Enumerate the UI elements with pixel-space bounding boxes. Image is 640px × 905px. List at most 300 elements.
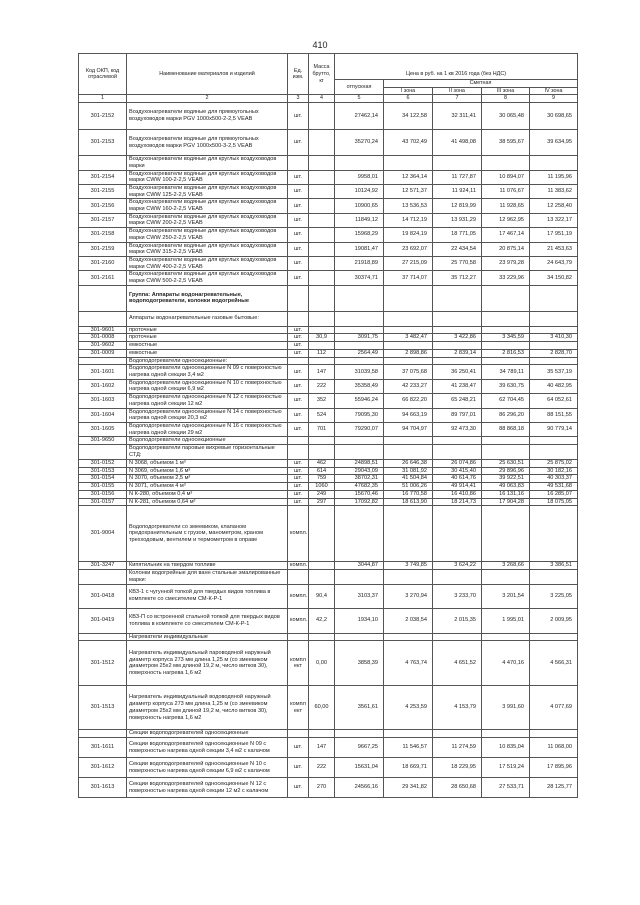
table-row (79, 349, 578, 357)
row-mass: 147 (309, 365, 335, 379)
row-name: КВЗ-1 с чугунной топкой для твердых видов топлива в комплекте со смесителем СМ-К-Р-1 (127, 584, 288, 608)
table-row (79, 490, 578, 498)
row-zone-2-price: 3 624,22 (433, 562, 482, 570)
row-zone-4-price: 30 182,16 (530, 467, 578, 475)
row-mass (309, 570, 335, 584)
table-row (79, 475, 578, 483)
row-mass (309, 156, 335, 170)
row-zone-3-price: 17 904,28 (482, 498, 530, 506)
table-header (79, 54, 578, 103)
row-mass: 42,2 (309, 608, 335, 633)
row-code: 301-2154 (79, 170, 127, 184)
row-mass (309, 326, 335, 334)
row-code (79, 311, 127, 326)
row-name: Водоподогреватели односекционные (127, 437, 288, 445)
row-unit: шт. (288, 271, 309, 285)
row-release-price: 2564,49 (335, 349, 384, 357)
row-zone-3-price: 17 467,14 (482, 228, 530, 242)
table-row (79, 156, 578, 170)
row-mass (309, 103, 335, 130)
row-zone-1-price: 18 669,71 (384, 758, 433, 778)
row-code: 301-1611 (79, 738, 127, 758)
row-name: Водоподогреватели со змеевиком, клапаном предохранительным с грузом, манометром, краном трехходовым, вентилем и термометром в оправе (127, 506, 288, 562)
row-zone-1-price (384, 570, 433, 584)
row-zone-1-price (384, 445, 433, 460)
table-row (79, 584, 578, 608)
row-zone-3-price: 3 991,60 (482, 686, 530, 730)
row-zone-4-price: 64 052,61 (530, 394, 578, 408)
row-zone-4-price: 3 386,51 (530, 562, 578, 570)
row-zone-3-price: 25 630,51 (482, 460, 530, 468)
row-zone-4-price: 49 531,68 (530, 483, 578, 491)
row-zone-3-price: 29 896,96 (482, 467, 530, 475)
row-unit: компл. (288, 608, 309, 633)
row-zone-1-price: 37 714,07 (384, 271, 433, 285)
row-unit: шт. (288, 498, 309, 506)
row-unit: шт. (288, 334, 309, 342)
row-zone-4-price (530, 326, 578, 334)
row-release-price: 24566,16 (335, 778, 384, 798)
row-code: 301-1513 (79, 686, 127, 730)
row-unit: шт. (288, 394, 309, 408)
row-zone-4-price: 16 285,07 (530, 490, 578, 498)
row-zone-3-price: 39 922,51 (482, 475, 530, 483)
row-release-price: 30374,71 (335, 271, 384, 285)
row-mass: 222 (309, 758, 335, 778)
row-zone-2-price: 12 819,99 (433, 199, 482, 213)
row-zone-4-price (530, 570, 578, 584)
column-number: 9 (530, 95, 578, 103)
row-unit: шт. (288, 256, 309, 270)
row-mass: 147 (309, 738, 335, 758)
row-zone-3-price (482, 633, 530, 641)
row-release-price: 29043,09 (335, 467, 384, 475)
table-row (79, 334, 578, 342)
row-zone-4-price: 3 225,05 (530, 584, 578, 608)
row-zone-2-price: 65 248,21 (433, 394, 482, 408)
row-release-price: 3044,87 (335, 562, 384, 570)
row-code: 301-0157 (79, 498, 127, 506)
row-zone-3-price: 27 533,71 (482, 778, 530, 798)
row-code: 301-1601 (79, 365, 127, 379)
row-mass: 614 (309, 467, 335, 475)
row-unit (288, 437, 309, 445)
row-zone-1-price: 34 122,58 (384, 103, 433, 130)
row-release-price: 11849,12 (335, 213, 384, 227)
header-unit: Ед. изм. (288, 54, 309, 95)
header-name: Наименование материалов и изделий (127, 54, 288, 95)
table-row (79, 199, 578, 213)
row-zone-4-price (530, 633, 578, 641)
row-zone-1-price: 12 571,37 (384, 184, 433, 198)
row-release-price (335, 357, 384, 365)
row-zone-1-price: 27 215,09 (384, 256, 433, 270)
table-row (79, 730, 578, 738)
row-unit: шт. (288, 184, 309, 198)
row-code (79, 285, 127, 311)
row-mass: 759 (309, 475, 335, 483)
row-zone-1-price (384, 326, 433, 334)
row-unit (288, 311, 309, 326)
row-name: проточные (127, 326, 288, 334)
row-zone-2-price: 89 797,01 (433, 408, 482, 422)
row-unit (288, 570, 309, 584)
row-code: 301-2157 (79, 213, 127, 227)
row-zone-1-price: 37 075,68 (384, 365, 433, 379)
row-unit: шт. (288, 199, 309, 213)
row-zone-2-price (433, 156, 482, 170)
row-name: N К-281, объемом 0,64 м³ (127, 498, 288, 506)
table-row (79, 311, 578, 326)
row-code (79, 730, 127, 738)
table-row (79, 394, 578, 408)
row-name: КВЗ-П со встроенной стальной топкой для твердых видов топлива в комплекте со смесителем СМ-К-Р-1 (127, 608, 288, 633)
row-zone-1-price: 18 613,90 (384, 498, 433, 506)
row-zone-4-price (530, 437, 578, 445)
row-zone-4-price (530, 342, 578, 350)
row-name: емкостные (127, 342, 288, 350)
row-release-price: 27462,14 (335, 103, 384, 130)
table-row (79, 130, 578, 156)
row-name: Секции водоподогревателей односекционные N 12 с поверхностью нагрева одной секции 12 м2 с калачом (127, 778, 288, 798)
row-mass (309, 271, 335, 285)
row-name: емкостные (127, 349, 288, 357)
row-zone-1-price: 12 364,14 (384, 170, 433, 184)
row-zone-2-price: 25 770,58 (433, 256, 482, 270)
row-zone-1-price: 26 646,38 (384, 460, 433, 468)
row-zone-1-price: 41 504,84 (384, 475, 433, 483)
row-zone-1-price (384, 311, 433, 326)
row-code: 301-0156 (79, 490, 127, 498)
row-unit (288, 633, 309, 641)
row-code: 301-0419 (79, 608, 127, 633)
row-zone-3-price: 23 979,28 (482, 256, 530, 270)
table-row (79, 562, 578, 570)
row-zone-2-price: 32 311,41 (433, 103, 482, 130)
page-number: 410 (312, 40, 328, 50)
row-zone-2-price: 18 771,05 (433, 228, 482, 242)
row-name: Воздухонагреватели водяные для круглых воздуховодов марки (127, 156, 288, 170)
row-zone-2-price: 49 914,41 (433, 483, 482, 491)
row-zone-2-price: 18 229,95 (433, 758, 482, 778)
row-mass (309, 562, 335, 570)
row-mass (309, 242, 335, 256)
row-zone-3-price: 86 296,20 (482, 408, 530, 422)
row-code: 301-9650 (79, 437, 127, 445)
row-zone-1-price: 23 692,07 (384, 242, 433, 256)
row-mass: 0,00 (309, 641, 335, 686)
row-zone-2-price: 2 839,14 (433, 349, 482, 357)
row-unit (288, 156, 309, 170)
row-code: 301-2158 (79, 228, 127, 242)
row-zone-3-price: 33 229,96 (482, 271, 530, 285)
row-zone-3-price: 16 131,16 (482, 490, 530, 498)
row-unit: шт. (288, 490, 309, 498)
row-zone-3-price: 12 962,95 (482, 213, 530, 227)
row-zone-4-price: 28 125,77 (530, 778, 578, 798)
row-zone-2-price: 41 238,47 (433, 379, 482, 393)
row-unit: компл ект (288, 686, 309, 730)
row-unit: шт. (288, 408, 309, 422)
table-row (79, 184, 578, 198)
row-zone-4-price (530, 357, 578, 365)
table-row (79, 758, 578, 778)
column-number: 3 (288, 95, 309, 103)
row-zone-2-price: 40 614,76 (433, 475, 482, 483)
row-release-price: 24898,51 (335, 460, 384, 468)
row-zone-1-price (384, 357, 433, 365)
row-unit: шт. (288, 475, 309, 483)
row-name: Водоподогреватели односекционные N 10 с поверхностью нагрева одной секции 6,9 м2 (127, 379, 288, 393)
row-zone-3-price (482, 326, 530, 334)
row-name: Секции водоподогревателей односекционные N 10 с поверхностью нагрева одной секции 6,9 м2 с калачом (127, 758, 288, 778)
row-zone-3-price (482, 570, 530, 584)
row-code: 301-2159 (79, 242, 127, 256)
column-number: 5 (335, 95, 384, 103)
row-zone-3-price: 11 076,67 (482, 184, 530, 198)
row-zone-4-price (530, 311, 578, 326)
table-row (79, 506, 578, 562)
row-release-price (335, 437, 384, 445)
row-code: 301-9602 (79, 342, 127, 350)
row-release-price (335, 311, 384, 326)
row-code: 301-0418 (79, 584, 127, 608)
row-mass: 462 (309, 460, 335, 468)
row-release-price: 47682,35 (335, 483, 384, 491)
row-zone-3-price: 3 268,66 (482, 562, 530, 570)
column-number: 2 (127, 95, 288, 103)
row-unit: шт. (288, 778, 309, 798)
row-zone-4-price (530, 506, 578, 562)
row-name: Водоподогреватели односекционные: (127, 357, 288, 365)
row-unit: шт. (288, 738, 309, 758)
row-zone-1-price (384, 156, 433, 170)
table-row (79, 633, 578, 641)
header-price-spacer (335, 54, 578, 71)
row-zone-2-price (433, 633, 482, 641)
row-unit: шт. (288, 103, 309, 130)
row-zone-3-price: 49 063,83 (482, 483, 530, 491)
row-mass (309, 506, 335, 562)
row-code: 301-1612 (79, 758, 127, 778)
row-mass (309, 184, 335, 198)
row-name: Водоподогреватели односекционные N 14 с поверхностью нагрева одной секции 20,3 м2 (127, 408, 288, 422)
row-unit: шт. (288, 422, 309, 436)
row-release-price: 79290,07 (335, 422, 384, 436)
row-mass: 30,9 (309, 334, 335, 342)
row-mass (309, 130, 335, 156)
row-zone-2-price (433, 445, 482, 460)
row-name: Воздухонагреватели водяные для круглых воздуховодов марки CWW 125-2-2,5 VEAB (127, 184, 288, 198)
row-release-price (335, 326, 384, 334)
column-number: 4 (309, 95, 335, 103)
row-unit: шт. (288, 758, 309, 778)
row-code: 301-2153 (79, 130, 127, 156)
row-code: 301-0152 (79, 460, 127, 468)
row-zone-2-price: 36 250,41 (433, 365, 482, 379)
row-name: Воздухонагреватели водяные для прямоугольных воздуховодов марки PGV 1000x500-3-2,5 VEAB (127, 130, 288, 156)
row-zone-1-price: 94 663,19 (384, 408, 433, 422)
row-release-price (335, 285, 384, 311)
table-row (79, 437, 578, 445)
row-zone-4-price (530, 445, 578, 460)
row-name: проточные (127, 334, 288, 342)
row-name: Водоподогреватели односекционные N 12 с поверхностью нагрева одной секции 12 м2 (127, 394, 288, 408)
row-zone-4-price: 21 453,63 (530, 242, 578, 256)
row-name: Нагреватели индивидуальные (127, 633, 288, 641)
row-zone-2-price: 4 651,52 (433, 641, 482, 686)
row-zone-1-price: 3 270,94 (384, 584, 433, 608)
column-number: 7 (433, 95, 482, 103)
row-zone-2-price: 35 712,27 (433, 271, 482, 285)
row-unit: шт. (288, 130, 309, 156)
row-mass (309, 633, 335, 641)
row-release-price: 3858,39 (335, 641, 384, 686)
row-release-price (335, 342, 384, 350)
row-zone-3-price: 3 345,59 (482, 334, 530, 342)
row-code (79, 570, 127, 584)
row-release-price: 15968,29 (335, 228, 384, 242)
row-name: Воздухонагреватели водяные для круглых воздуховодов марки CWW 400-2-2,5 VEAB (127, 256, 288, 270)
table-row (79, 228, 578, 242)
row-zone-2-price: 4 153,79 (433, 686, 482, 730)
table-body (79, 103, 578, 798)
header-code: Код ОКП, код отраслевой (79, 54, 127, 95)
row-zone-1-price: 11 546,57 (384, 738, 433, 758)
row-code: 301-1512 (79, 641, 127, 686)
row-zone-2-price (433, 506, 482, 562)
row-code: 301-0154 (79, 475, 127, 483)
row-zone-3-price (482, 730, 530, 738)
row-mass (309, 170, 335, 184)
row-zone-4-price: 24 643,79 (530, 256, 578, 270)
row-zone-4-price: 90 779,14 (530, 422, 578, 436)
row-name: Воздухонагреватели водяные для круглых воздуховодов марки CWW 100-2-2,5 VEAB (127, 170, 288, 184)
row-zone-1-price: 19 824,19 (384, 228, 433, 242)
row-zone-3-price (482, 342, 530, 350)
row-mass: 1060 (309, 483, 335, 491)
row-code: 301-2155 (79, 184, 127, 198)
row-mass (309, 342, 335, 350)
row-zone-2-price: 3 422,86 (433, 334, 482, 342)
row-zone-1-price: 3 749,85 (384, 562, 433, 570)
row-zone-2-price (433, 730, 482, 738)
row-mass: 90,4 (309, 584, 335, 608)
row-name: N 3068, объемом 1 м³ (127, 460, 288, 468)
row-zone-2-price: 30 415,40 (433, 467, 482, 475)
row-zone-2-price (433, 357, 482, 365)
table-row (79, 570, 578, 584)
row-unit: компл ект (288, 641, 309, 686)
row-zone-4-price: 4 077,69 (530, 686, 578, 730)
row-mass (309, 357, 335, 365)
row-zone-2-price: 92 473,30 (433, 422, 482, 436)
row-zone-4-price: 35 537,19 (530, 365, 578, 379)
row-release-price: 3561,61 (335, 686, 384, 730)
table-row (79, 483, 578, 491)
row-zone-4-price: 17 895,96 (530, 758, 578, 778)
row-code: 301-0155 (79, 483, 127, 491)
table-row (79, 242, 578, 256)
row-zone-3-price: 10 894,07 (482, 170, 530, 184)
row-mass (309, 256, 335, 270)
row-release-price: 21918,89 (335, 256, 384, 270)
table-row (79, 285, 578, 311)
row-unit: компл. (288, 562, 309, 570)
row-name: Секции водоподогревателей односекционные N 09 с поверхностью нагрева одной секции 3,4 м2 с калачом (127, 738, 288, 758)
row-zone-2-price (433, 570, 482, 584)
row-zone-3-price: 4 470,16 (482, 641, 530, 686)
row-release-price (335, 156, 384, 170)
row-unit: компл. (288, 506, 309, 562)
table-row (79, 608, 578, 633)
row-zone-1-price: 66 822,20 (384, 394, 433, 408)
row-unit: шт. (288, 228, 309, 242)
row-zone-4-price: 2 828,70 (530, 349, 578, 357)
table-row (79, 271, 578, 285)
row-name: N 3071, объемом 4 м³ (127, 483, 288, 491)
row-zone-1-price: 94 704,97 (384, 422, 433, 436)
row-code: 301-0008 (79, 334, 127, 342)
table-row (79, 778, 578, 798)
row-zone-4-price: 40 303,37 (530, 475, 578, 483)
row-name: Аппараты водонагревательные газовые бытовые: (127, 311, 288, 326)
row-unit (288, 445, 309, 460)
row-zone-2-price: 13 931,29 (433, 213, 482, 227)
row-code: 301-1603 (79, 394, 127, 408)
row-zone-3-price (482, 506, 530, 562)
row-zone-1-price: 29 341,82 (384, 778, 433, 798)
table-row (79, 342, 578, 350)
row-zone-4-price: 17 951,19 (530, 228, 578, 242)
row-code: 301-0153 (79, 467, 127, 475)
row-name: Воздухонагреватели водяные для круглых воздуховодов марки CWW 500-2-2,5 VEAB (127, 271, 288, 285)
row-zone-3-price: 11 928,65 (482, 199, 530, 213)
row-name: Воздухонагреватели водяные для прямоугольных воздуховодов марки PGV 1000x500-2-2,5 VEAB (127, 103, 288, 130)
row-name: Нагреватель индивидуальный водоводяной наружный диаметр корпуса 273 мм длина 1,25 м (со змеевиком диаметром 25х2 мм длиной 19,2 м, число витков 30), поверхность нагрева 1,6 м2 (127, 686, 288, 730)
row-zone-4-price (530, 156, 578, 170)
row-zone-2-price (433, 285, 482, 311)
row-zone-2-price: 28 650,68 (433, 778, 482, 798)
row-release-price: 9667,25 (335, 738, 384, 758)
row-zone-2-price: 26 074,86 (433, 460, 482, 468)
row-zone-1-price (384, 633, 433, 641)
row-zone-2-price: 11 924,11 (433, 184, 482, 198)
row-zone-2-price: 11 274,59 (433, 738, 482, 758)
row-release-price: 17092,82 (335, 498, 384, 506)
row-code (79, 156, 127, 170)
row-zone-4-price: 13 322,17 (530, 213, 578, 227)
row-unit: шт. (288, 483, 309, 491)
row-unit (288, 730, 309, 738)
table-row (79, 213, 578, 227)
row-zone-3-price (482, 285, 530, 311)
row-release-price (335, 730, 384, 738)
row-code: 301-1602 (79, 379, 127, 393)
row-zone-1-price: 42 233,27 (384, 379, 433, 393)
row-unit: шт. (288, 460, 309, 468)
row-zone-2-price: 11 727,87 (433, 170, 482, 184)
row-zone-4-price: 34 150,82 (530, 271, 578, 285)
column-number: 8 (482, 95, 530, 103)
row-mass (309, 730, 335, 738)
column-number: 1 (79, 95, 127, 103)
table-row (79, 445, 578, 460)
row-release-price: 15670,46 (335, 490, 384, 498)
row-release-price: 55946,24 (335, 394, 384, 408)
price-table-container (78, 53, 578, 798)
row-unit: шт. (288, 213, 309, 227)
